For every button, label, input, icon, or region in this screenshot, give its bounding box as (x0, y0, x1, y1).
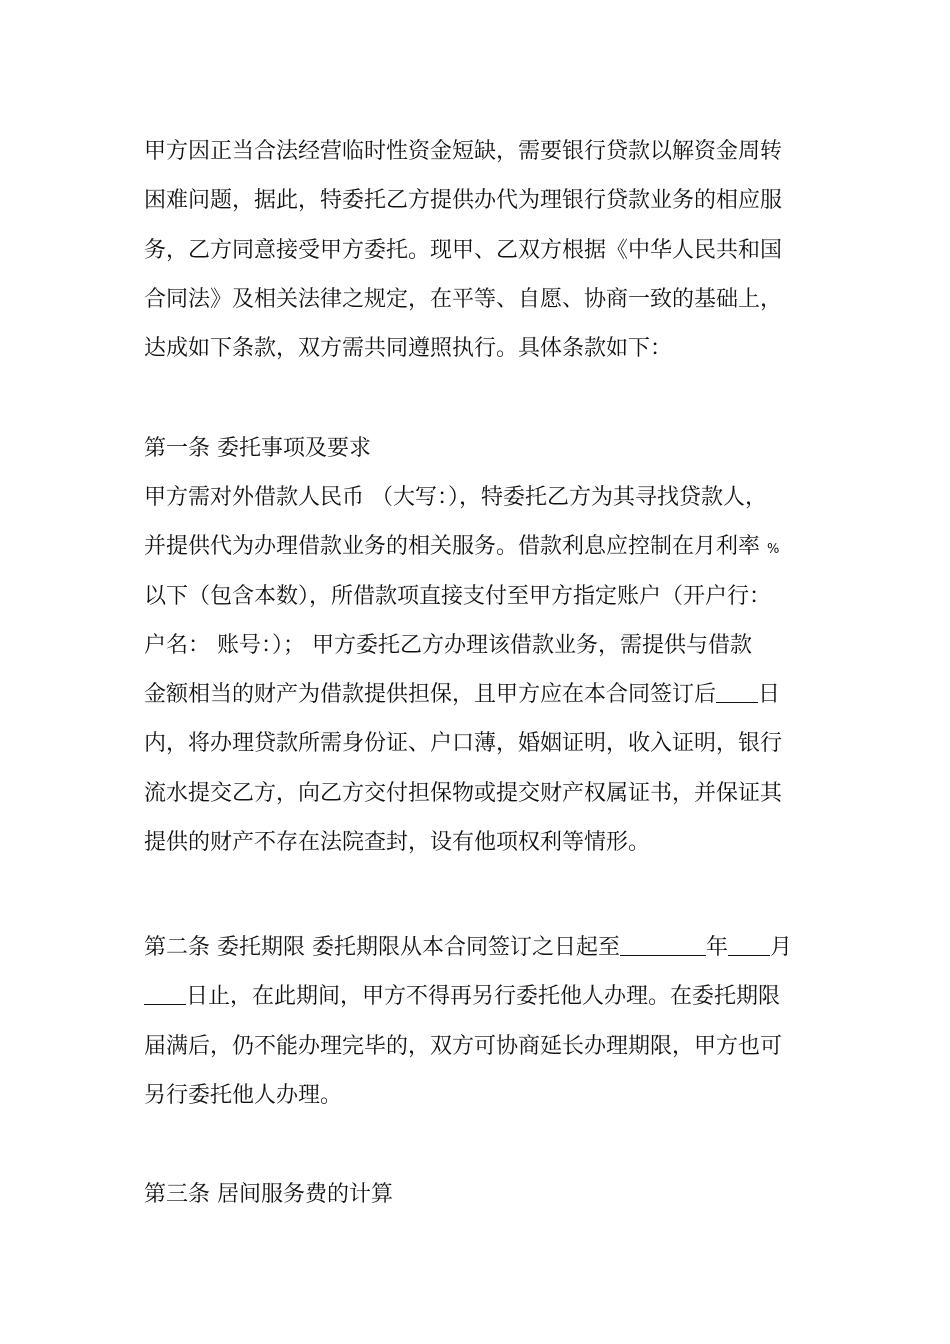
intro-paragraph (144, 127, 814, 373)
article2-line-text: 第二条 委托期限 委托期限从本合同签订之日起至 (144, 935, 620, 960)
article2-line: 届满后，仍不能办理完毕的，双方可协商延长办理期限，甲方也可 (144, 1033, 783, 1059)
article1-heading: 第一条 委托事项及要求 (144, 436, 371, 461)
year-blank-field[interactable] (620, 935, 706, 956)
month-blank-field[interactable] (728, 935, 770, 956)
intro-line: 甲方因正当合法经营临时性资金短缺，需要银行贷款以解资金周转 (144, 139, 783, 164)
article1-line: 流水提交乙方，向乙方交付担保物或提交财产权属证书，并保证其 (144, 780, 783, 806)
article2-line (144, 923, 814, 972)
days-blank-field[interactable] (716, 682, 758, 703)
article2-line (144, 972, 814, 1021)
article1-line: 户名： 账号：）； 甲方委托乙方办理该借款业务，需提供与借款 (144, 632, 752, 658)
article1-line (144, 522, 814, 571)
article1-line: 内，将办理贷款所需身份证、户口薄，婚姻证明，收入证明，银行 (144, 731, 783, 757)
day-blank-field[interactable] (144, 984, 186, 1005)
article1-line-text: 金额相当的财产为借款提供担保，且甲方应在本合同签订后 (144, 682, 717, 708)
article1-body (144, 473, 814, 867)
intro-line: 达成如下条款，双方需共同遵照执行。具体条款如下： (144, 336, 673, 362)
article1-line: 以下（包含本数），所借款项直接支付至甲方指定账户（开户行： (144, 583, 772, 609)
year-label: 年 (706, 935, 729, 960)
intro-line: 困难问题，据此，特委托乙方提供办代为理银行贷款业务的相应服 (144, 188, 783, 214)
article2-body (144, 923, 814, 1120)
month-label: 月 (770, 935, 793, 960)
article1-line: 提供的财产不存在法院查封，设有他项权利等情形。 (144, 830, 651, 856)
article2-line: 另行委托他人办理。 (144, 1082, 343, 1108)
article1-line-text: 并提供代为办理借款业务的相关服务。借款利息应控制在月利率 (144, 534, 761, 560)
article1-line (144, 670, 814, 719)
article2-line-text: 日止，在此期间，甲方不得再另行委托他人办理。在委托期限 (186, 984, 781, 1010)
intro-line: 务，乙方同意接受甲方委托。现甲、乙双方根据《中华人民共和国 (144, 237, 783, 263)
article1-line-text: 日 (758, 682, 781, 708)
percent-sign: % (767, 542, 780, 558)
article3-heading: 第三条 居间服务费的计算 (144, 1182, 393, 1207)
article1-line: 甲方需对外借款人民币 （大写：），特委托乙方为其寻找贷款人， (144, 485, 767, 510)
intro-line: 合同法》及相关法律之规定，在平等、自愿、协商一致的基础上， (144, 286, 783, 312)
